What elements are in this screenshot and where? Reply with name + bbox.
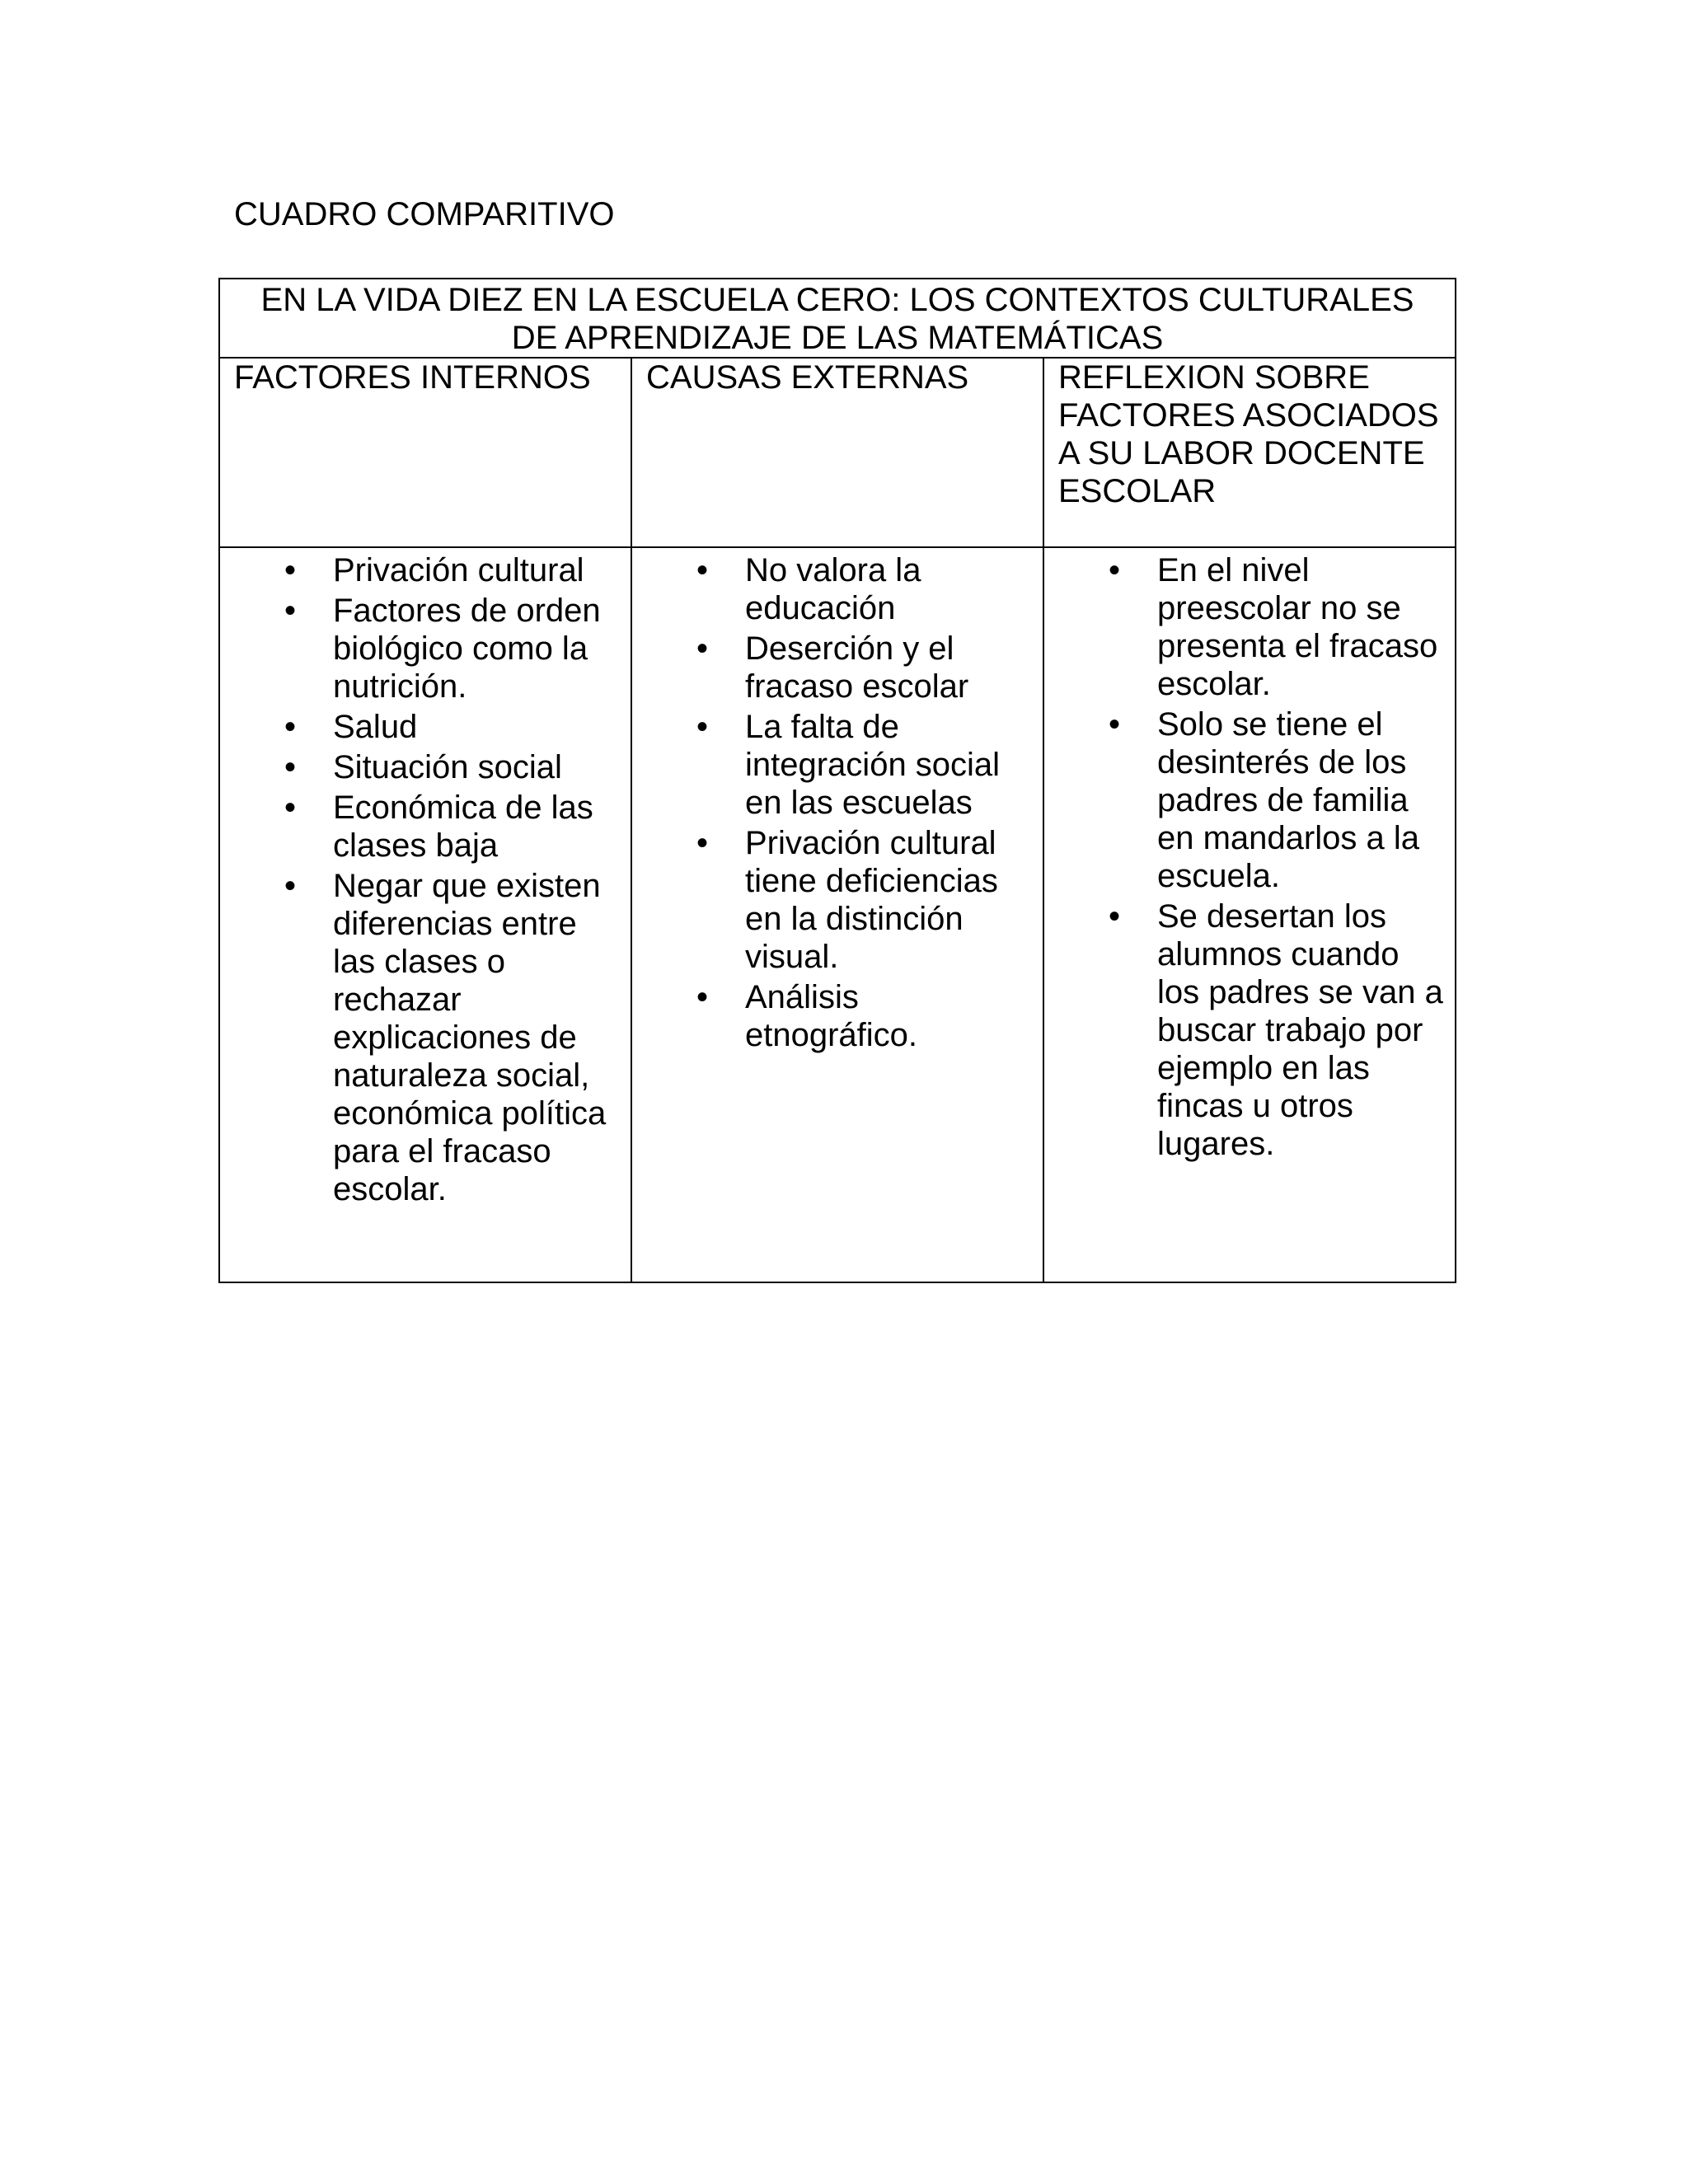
cell-causas-externas — [631, 547, 1043, 1282]
bullet-icon: • — [696, 979, 709, 1015]
bullet-icon: • — [696, 709, 709, 745]
list-item — [632, 978, 1036, 1054]
list-item — [220, 551, 624, 589]
list-item — [632, 824, 1036, 976]
bullet-icon: • — [1109, 706, 1121, 743]
bullet-icon: • — [1109, 898, 1121, 935]
list-item-text: Deserción y el fracaso escolar — [745, 630, 969, 705]
bullet-icon: • — [284, 552, 297, 588]
bullet-icon: • — [284, 593, 297, 629]
list-item-text: Económica de las clases baja — [333, 790, 593, 864]
bullet-list-factores-internos — [220, 548, 631, 1208]
bullet-icon: • — [696, 552, 709, 588]
list-item — [220, 789, 624, 865]
list-item — [220, 708, 624, 746]
list-item-text: Salud — [333, 709, 418, 745]
list-item — [1044, 898, 1448, 1163]
list-item — [220, 748, 624, 786]
list-item-text: Privación cultural — [333, 552, 584, 588]
column-header-causas-externas: CAUSAS EXTERNAS — [631, 358, 1043, 547]
list-item — [632, 551, 1036, 627]
column-header-reflexion: REFLEXION SOBRE FACTORES ASOCIADOS A SU LABOR DOCENTE ESCOLAR — [1043, 358, 1456, 547]
list-item — [632, 630, 1036, 705]
list-item-text: Factores de orden biológico como la nutrición. — [333, 593, 601, 705]
list-item-text: La falta de integración social en las escuelas — [745, 709, 1001, 821]
table-body-row — [219, 547, 1456, 1282]
cell-reflexion — [1043, 547, 1456, 1282]
table-title-row — [219, 279, 1456, 358]
list-item-text: No valora la educación — [745, 552, 921, 626]
list-item — [632, 708, 1036, 822]
list-item-text: Situación social — [333, 749, 562, 785]
bullet-icon: • — [284, 868, 297, 904]
list-item-text: Privación cultural tiene deficiencias en la distinción visual. — [745, 825, 998, 975]
bullet-list-reflexion — [1044, 548, 1455, 1163]
list-item-text: Se desertan los alumnos cuando los padres se van a buscar trabajo por ejemplo en las fincas u otros lugares. — [1157, 898, 1443, 1162]
table-title: EN LA VIDA DIEZ EN LA ESCUELA CERO: LOS CONTEXTOS CULTURALES DE APRENDIZAJE DE LAS MATEMÁTICAS — [219, 279, 1456, 358]
bullet-icon: • — [284, 709, 297, 745]
document-title: CUADRO COMPARITIVO — [234, 196, 615, 232]
list-item — [1044, 551, 1448, 703]
bullet-icon: • — [284, 790, 297, 826]
list-item — [220, 867, 624, 1208]
column-header-factores-internos: FACTORES INTERNOS — [219, 358, 631, 547]
cell-factores-internos — [219, 547, 631, 1282]
list-item-text: En el nivel preescolar no se presenta el fracaso escolar. — [1157, 552, 1438, 702]
bullet-icon: • — [696, 825, 709, 861]
list-item — [1044, 705, 1448, 895]
bullet-list-causas-externas — [632, 548, 1043, 1054]
bullet-icon: • — [1109, 552, 1121, 588]
comparison-table — [218, 278, 1456, 1283]
list-item-text: Análisis etnográfico. — [745, 979, 918, 1053]
list-item-text: Negar que existen diferencias entre las clases o rechazar explicaciones de naturaleza social, económica política para el fracaso escolar. — [333, 868, 607, 1207]
table-header-row — [219, 358, 1456, 547]
bullet-icon: • — [696, 630, 709, 667]
bullet-icon: • — [284, 749, 297, 785]
list-item — [220, 592, 624, 705]
list-item-text: Solo se tiene el desinterés de los padres de familia en mandarlos a la escuela. — [1157, 706, 1419, 894]
